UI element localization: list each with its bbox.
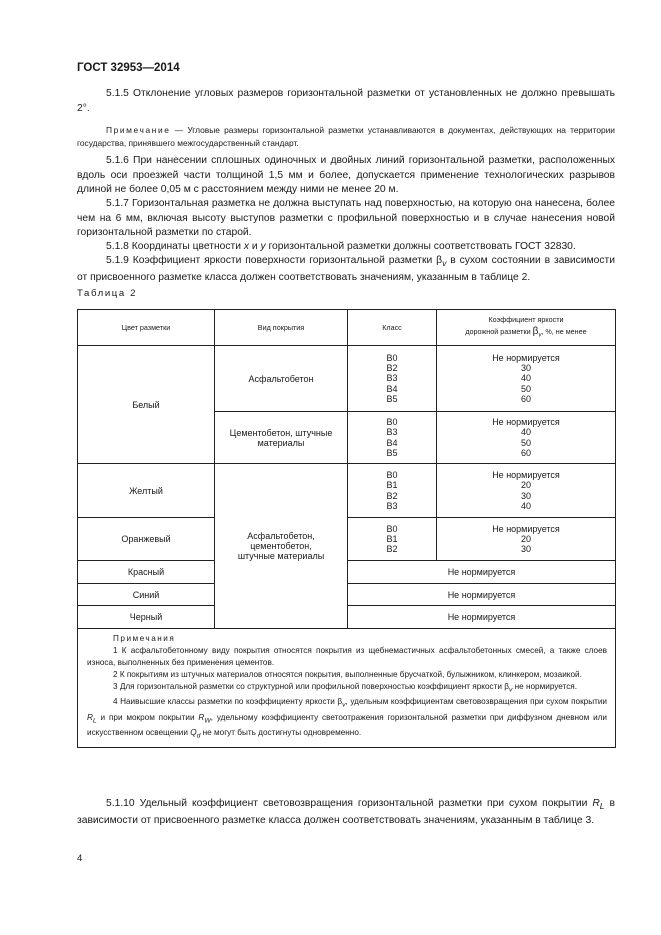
- note-5-1-5: [77, 124, 615, 149]
- color-red: Красный: [78, 561, 215, 584]
- header-coating: Вид покрытия: [215, 310, 348, 346]
- note-3: 3 Для горизонтальной разметки со структурной или профильной поверхностью коэффициент яркости $\beta_v$ не нормируется.: [113, 681, 578, 694]
- color-black: Черный: [78, 606, 215, 629]
- table-header-row: [78, 310, 616, 346]
- coating-asphalt: Асфальтобетон: [215, 346, 348, 412]
- class-list: B0 B3 B4 B5: [348, 412, 437, 464]
- table-caption: Таблица 2: [77, 288, 138, 299]
- value-list: Не нормируется 40 50 60: [437, 412, 616, 464]
- value-not-normed: Не нормируется: [348, 584, 616, 606]
- value-list: Не нормируется 30 40 50 60: [437, 346, 616, 412]
- value-not-normed: Не нормируется: [348, 606, 616, 629]
- note-text: — Угловые размеры горизонтальной разметки устанавливаются в документах, действующих на территории государства, принявшего межгосударственный стандарт.: [77, 125, 615, 148]
- color-blue: Синий: [78, 584, 215, 606]
- paragraph-5-1-9: 5.1.9 Коэффициент яркости поверхности горизонтальной разметки $\beta_v$ в сухом состоянии в зависимости от присвоенного разметке класса должен соответствовать значениям, указанным в таблице 2.: [77, 255, 615, 283]
- table-2: [77, 309, 616, 748]
- table-row: [78, 346, 616, 412]
- coating-mixed: Асфальтобетон, цементобетон, штучные материалы: [215, 464, 348, 629]
- paragraph-5-1-5: 5.1.5 Отклонение угловых размеров горизонтальной разметки от установленных не должно превышать 2°.: [77, 88, 615, 114]
- table-notes: [78, 629, 616, 748]
- document-code: ГОСТ 32953—2014: [77, 62, 180, 74]
- class-list: B0 B1 B2 B3: [348, 464, 437, 518]
- value-list: Не нормируется 20 30 40: [437, 464, 616, 518]
- color-orange: Оранжевый: [78, 518, 215, 561]
- header-class: Класс: [348, 310, 437, 346]
- table-row: [78, 464, 616, 518]
- note-4: 4 Наивысшие классы разметки по коэффициенту яркости $\beta_v$, удельным коэффициентам световозвращения при сухом покрытии $R_L$ и при мокром покрытии $R_W$, удельному коэффициенту светоотражения горизонтальной разметки при диффузном дневном или искусственном освещении $Q_d$ не могут быть достигнуты одновременно.: [87, 697, 607, 740]
- paragraph-5-1-8: 5.1.8 Координаты цветности x и y горизонтальной разметки должны соответствовать ГОСТ 32830.: [106, 241, 576, 252]
- notes-title: Примечания: [113, 634, 176, 643]
- value-list: Не нормируется 20 30: [437, 518, 616, 561]
- note-2: 2 К покрытиям из штучных материалов относятся покрытия, выполненные брусчаткой, булыжником, клинкером, мозаикой.: [113, 669, 582, 679]
- color-yellow: Желтый: [78, 464, 215, 518]
- paragraph-5-1-10: 5.1.10 Удельный коэффициент световозвращения горизонтальной разметки при сухом покрытии $R_L$ в зависимости от присвоенного разметке класса должен соответствовать значениям, указанным в таблице 3.: [77, 798, 615, 826]
- note-label: Примечание: [106, 125, 171, 135]
- header-color: Цвет разметки: [78, 310, 215, 346]
- coating-cement: Цементобетон, штучные материалы: [215, 412, 348, 464]
- page-number: 4: [77, 853, 83, 864]
- note-1: 1 К асфальтобетонному виду покрытия относятся покрытия из щебнемастичных асфальтобетонных смесей, а также слоев износа, выполненных без применения цементов.: [87, 645, 607, 667]
- paragraph-5-1-7: 5.1.7 Горизонтальная разметка не должна выступать над поверхностью, на которую она нанесена, более чем на 6 мм, включая высоту выступов разметки с профильной поверхностью и в случае нанесения новой горизонтальной разметки по старой.: [77, 198, 615, 239]
- table-notes-row: [78, 629, 616, 748]
- value-not-normed: Не нормируется: [348, 561, 616, 584]
- color-white: Белый: [78, 346, 215, 464]
- class-list: B0 B2 B3 B4 B5: [348, 346, 437, 412]
- header-coefficient: Коэффициент яркости дорожной разметки $\beta_v$, %, не менее: [437, 310, 616, 346]
- paragraph-5-1-6: 5.1.6 При нанесении сплошных одиночных и двойных линий горизонтальной разметки, расположенных вдоль оси проезжей части толщиной 1,5 мм и более, допускается применение технологических разрывов длиной не более 0,05 м с расстоянием между ними не менее 20 м.: [77, 155, 615, 196]
- class-list: B0 B1 B2: [348, 518, 437, 561]
